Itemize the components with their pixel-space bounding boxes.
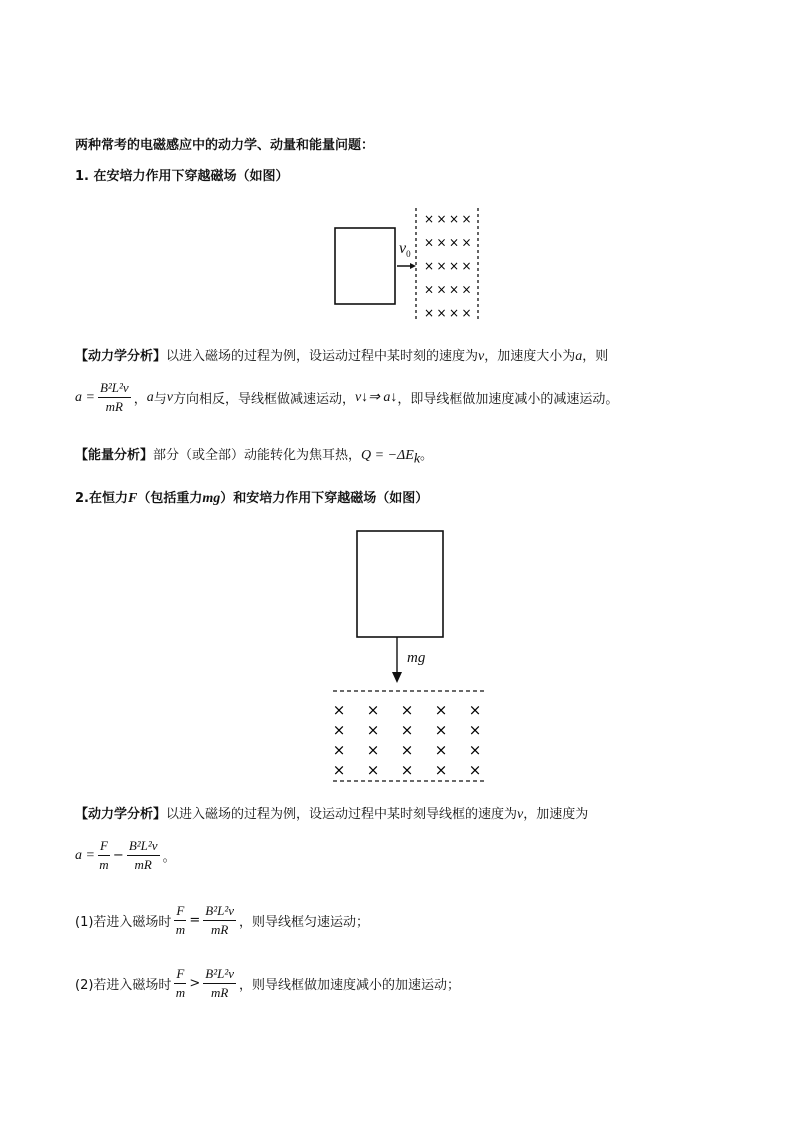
s1-equation-line	[75, 380, 618, 415]
case-1-text: ，则导线框匀速运动；	[239, 915, 370, 930]
var-v: v	[478, 349, 485, 364]
force-arrowhead	[392, 672, 402, 683]
field-cross: ×	[448, 306, 460, 320]
field-cross: ×	[461, 212, 472, 226]
field-cross: ×	[461, 235, 472, 250]
velocity-arrowhead	[410, 263, 416, 269]
case-2-line	[75, 966, 460, 1001]
magnetic-field-crosses-1	[424, 212, 472, 320]
dynamics-text: 以进入磁场的过程为例，设运动过程中某时刻导线框的速度为	[166, 807, 518, 822]
fraction-f-m: $\frac{F}{m}$	[175, 903, 186, 937]
velocity-label: $v_0$	[399, 240, 411, 260]
var-a: a	[575, 349, 583, 364]
dynamics-label: 【动力学分析】	[75, 349, 167, 364]
energy-subscript: k	[413, 451, 421, 467]
field-cross: ×	[434, 721, 448, 739]
dynamics-label-2: 【动力学分析】	[75, 807, 167, 822]
field-cross: ×	[366, 701, 380, 719]
fraction-b2l2v-mr: $\frac{\text{B²L²v}}{mR}$	[205, 966, 235, 1000]
dynamics-text-3: ，则	[582, 349, 609, 364]
field-cross: ×	[434, 761, 448, 779]
figure-2	[325, 525, 495, 785]
field-cross: ×	[423, 235, 435, 250]
field-cross: ×	[366, 721, 380, 739]
eq-lhs: a =	[75, 847, 95, 863]
field-cross: ×	[434, 701, 448, 719]
eq-text-3: ，即导线框做加速度减小的减速运动。	[397, 392, 619, 407]
var-v: v	[517, 807, 524, 822]
energy-text: 部分（或全部）动能转化为焦耳热，	[153, 448, 362, 463]
dynamics-text: 以进入磁场的过程为例，设运动过程中某时刻的速度为	[166, 349, 479, 364]
field-cross: ×	[436, 235, 447, 250]
field-cross: ×	[423, 306, 435, 320]
field-cross: ×	[332, 741, 346, 759]
field-cross: ×	[468, 701, 482, 719]
field-cross: ×	[434, 741, 448, 759]
case-2-text: ，则导线框做加速度减小的加速运动；	[239, 978, 461, 993]
field-cross: ×	[461, 282, 472, 297]
fraction-b2l2v-mr: $\frac{\text{B²L²v}}{mR}$	[205, 903, 235, 937]
field-cross: ×	[400, 721, 414, 739]
energy-equation: Q = −ΔE	[361, 448, 414, 463]
section-1-title: 1. 在安培力作用下穿越磁场（如图）	[75, 169, 289, 184]
field-cross: ×	[468, 761, 482, 779]
case-1-operator: =	[189, 913, 201, 928]
field-cross: ×	[400, 761, 414, 779]
field-cross: ×	[436, 212, 447, 226]
section-2-title: 2.在恒力F（包括重力mg）和安培力作用下穿越磁场（如图）	[75, 491, 429, 506]
var-v: v	[166, 389, 173, 405]
wire-frame-2	[357, 531, 443, 637]
field-cross: ×	[461, 306, 472, 320]
field-cross: ×	[332, 701, 346, 719]
fraction-f-m: $\frac{F}{m}$	[175, 966, 186, 1000]
fraction-b2l2v-mr: $\frac{\text{B²L²v}}{mR}$	[99, 380, 129, 414]
case-1-line	[75, 903, 369, 938]
s2-dynamics-line	[75, 803, 588, 823]
field-cross: ×	[366, 741, 380, 759]
s1-dynamics-line	[75, 345, 608, 365]
energy-end: 。	[420, 448, 434, 463]
field-cross: ×	[461, 259, 472, 273]
eq-chain: v↓⇒ a↓	[354, 390, 398, 405]
figure-1-svg	[330, 200, 485, 325]
field-cross: ×	[448, 212, 460, 226]
fraction-b2l2v-mr: $\frac{\text{B²L²v}}{mR}$	[128, 838, 158, 872]
field-cross: ×	[468, 721, 482, 739]
field-cross: ×	[332, 761, 346, 779]
wire-frame-1	[335, 228, 395, 304]
force-label: mg	[407, 650, 426, 666]
field-cross: ×	[366, 761, 380, 779]
dynamics-text-2: ，加速度大小为	[484, 349, 576, 364]
eq-end: 。	[162, 850, 176, 865]
field-cross: ×	[423, 259, 435, 273]
case-1-prefix: (1)若进入磁场时	[75, 915, 172, 930]
s1-energy-line	[75, 444, 433, 468]
field-cross: ×	[400, 701, 414, 719]
eq-lhs: a =	[75, 389, 95, 405]
field-cross: ×	[423, 282, 435, 297]
case-2-operator: >	[189, 976, 201, 991]
eq-minus: −	[112, 848, 124, 863]
fraction-f-m: $\frac{F}{m}$	[99, 838, 109, 872]
field-cross: ×	[448, 259, 460, 273]
eq-comma: ，	[133, 392, 147, 407]
field-cross: ×	[436, 259, 447, 273]
field-cross: ×	[436, 282, 447, 297]
figure-1	[330, 200, 485, 325]
field-cross: ×	[436, 306, 447, 320]
field-cross: ×	[332, 721, 346, 739]
field-cross: ×	[448, 235, 460, 250]
eq-text: 与	[153, 392, 167, 407]
energy-label: 【能量分析】	[75, 448, 154, 463]
eq-text-2: 方向相反，导线框做减速运动，	[172, 392, 355, 407]
s2-equation-line	[75, 838, 176, 873]
section-heading: 两种常考的电磁感应中的动力学、动量和能量问题：	[75, 138, 375, 153]
field-cross: ×	[423, 212, 435, 226]
dynamics-text-2: ，加速度为	[523, 807, 589, 822]
field-cross: ×	[448, 282, 460, 297]
field-cross: ×	[468, 741, 482, 759]
case-2-prefix: (2)若进入磁场时	[75, 978, 172, 993]
var-a: a	[146, 389, 154, 405]
field-cross: ×	[400, 741, 414, 759]
magnetic-field-crosses-2	[333, 701, 482, 779]
